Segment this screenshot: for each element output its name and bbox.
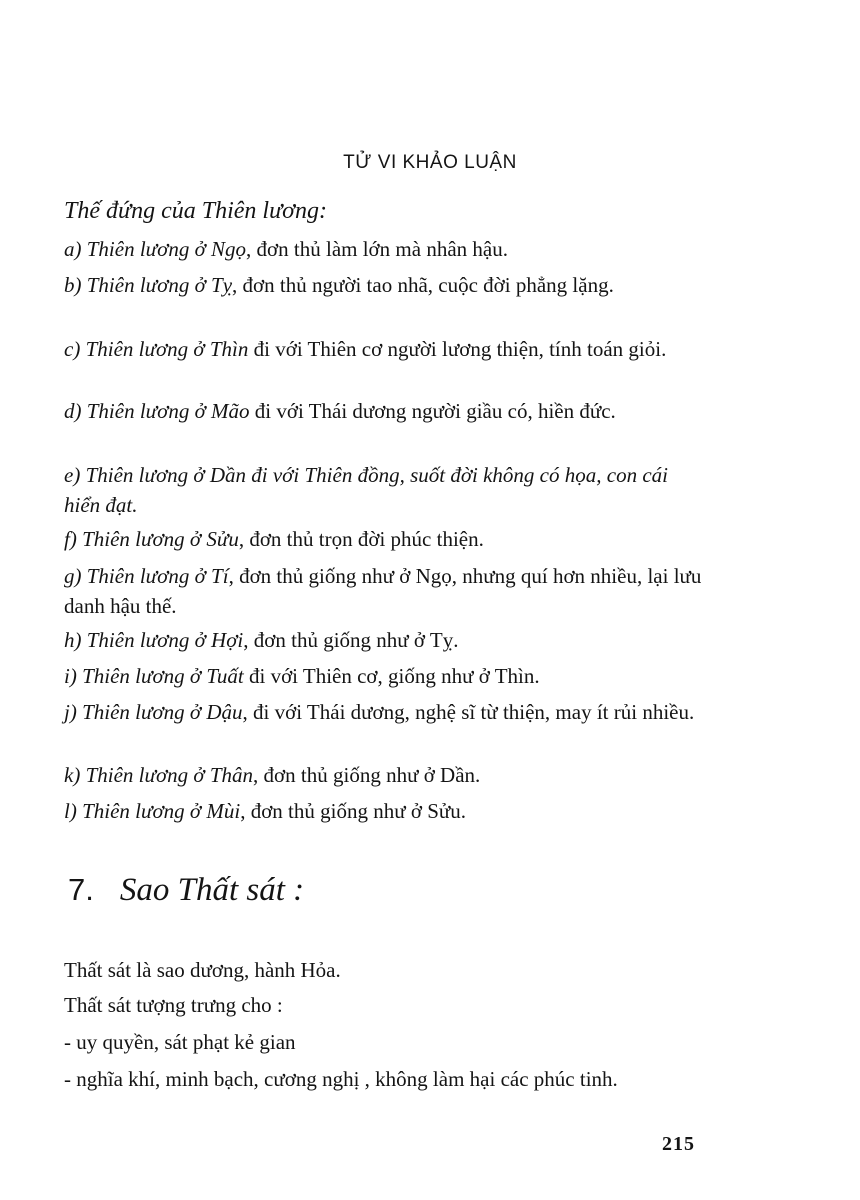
paragraph: Thất sát tượng trưng cho : bbox=[64, 993, 283, 1017]
item-rest: , đơn thủ trọn đời phúc thiện. bbox=[238, 527, 484, 551]
item-lead: Thiên lương ở Sửu bbox=[82, 527, 239, 551]
item-label: e) bbox=[64, 463, 81, 487]
item-rest: , đơn thủ giống như ở Sửu. bbox=[240, 799, 467, 823]
list-item bbox=[64, 234, 704, 264]
item-lead: Thiên lương ở Dần đi với Thiên đồng, suốt đời không có họa, con cái hiển đạt. bbox=[64, 463, 668, 517]
item-lead: Thiên lương ở Tỵ bbox=[86, 273, 233, 297]
item-lead: Thiên lương ở Tí bbox=[86, 564, 229, 588]
list-item bbox=[64, 460, 704, 520]
item-lead: Thiên lương ở Mão bbox=[86, 399, 250, 423]
item-rest: , đơn thủ làm lớn mà nhân hậu. bbox=[246, 237, 508, 261]
item-label: c) bbox=[64, 337, 81, 361]
item-label: d) bbox=[64, 399, 82, 423]
list-item bbox=[64, 524, 704, 554]
item-label: b) bbox=[64, 273, 82, 297]
item-lead: Thiên lương ở Hợi bbox=[86, 628, 244, 652]
item-label: j) bbox=[64, 700, 77, 724]
paragraph: Thất sát là sao dương, hành Hỏa. bbox=[64, 958, 341, 982]
item-lead: Thiên lương ở Dậu bbox=[82, 700, 243, 724]
section-title: Sao Thất sát : bbox=[119, 872, 305, 908]
item-label: g) bbox=[64, 564, 82, 588]
item-rest: , đơn thủ giống như ở Ngọ, nhưng quí hơn nhiều, lại lưu danh hậu thế. bbox=[64, 564, 702, 618]
subheading: Thế đứng của Thiên lương: bbox=[64, 198, 327, 224]
paragraph: - uy quyền, sát phạt kẻ gian bbox=[64, 1030, 296, 1054]
item-rest: đi với Thái dương người giầu có, hiền đức. bbox=[249, 399, 616, 423]
item-rest: , đơn thủ giống như ở Tỵ. bbox=[243, 628, 459, 652]
item-lead: Thiên lương ở Thân bbox=[85, 763, 254, 787]
paragraph: - nghĩa khí, minh bạch, cương nghị , không làm hại các phúc tinh. bbox=[64, 1067, 618, 1091]
section-heading bbox=[68, 872, 304, 909]
item-rest: , đơn thủ giống như ở Dần. bbox=[253, 763, 481, 787]
list-item bbox=[64, 396, 704, 426]
item-label: i) bbox=[64, 664, 77, 688]
page-number: 215 bbox=[662, 1133, 695, 1155]
item-lead: Thiên lương ở Tuất bbox=[82, 664, 244, 688]
list-item bbox=[64, 661, 704, 691]
list-item bbox=[64, 625, 704, 655]
item-rest: đi với Thiên cơ, giống như ở Thìn. bbox=[243, 664, 540, 688]
running-head: TỬ VI KHẢO LUẬN bbox=[343, 152, 517, 173]
item-lead: Thiên lương ở Ngọ bbox=[86, 237, 247, 261]
item-label: h) bbox=[64, 628, 82, 652]
list-item bbox=[64, 760, 704, 790]
item-rest: , đi với Thái dương, nghệ sĩ từ thiện, may ít rủi nhiều. bbox=[242, 700, 695, 724]
item-label: l) bbox=[64, 799, 77, 823]
section-number: 7. bbox=[68, 872, 94, 907]
item-lead: Thiên lương ở Thìn bbox=[85, 337, 249, 361]
item-rest: , đơn thủ người tao nhã, cuộc đời phẳng lặng. bbox=[232, 273, 614, 297]
list-item bbox=[64, 270, 704, 300]
item-label: a) bbox=[64, 237, 82, 261]
item-rest: đi với Thiên cơ người lương thiện, tính toán giỏi. bbox=[248, 337, 667, 361]
list-item bbox=[64, 697, 704, 727]
item-lead: Thiên lương ở Mùi bbox=[82, 799, 241, 823]
list-item bbox=[64, 796, 704, 826]
list-item bbox=[64, 334, 704, 364]
item-label: f) bbox=[64, 527, 77, 551]
item-label: k) bbox=[64, 763, 81, 787]
list-item bbox=[64, 561, 704, 621]
